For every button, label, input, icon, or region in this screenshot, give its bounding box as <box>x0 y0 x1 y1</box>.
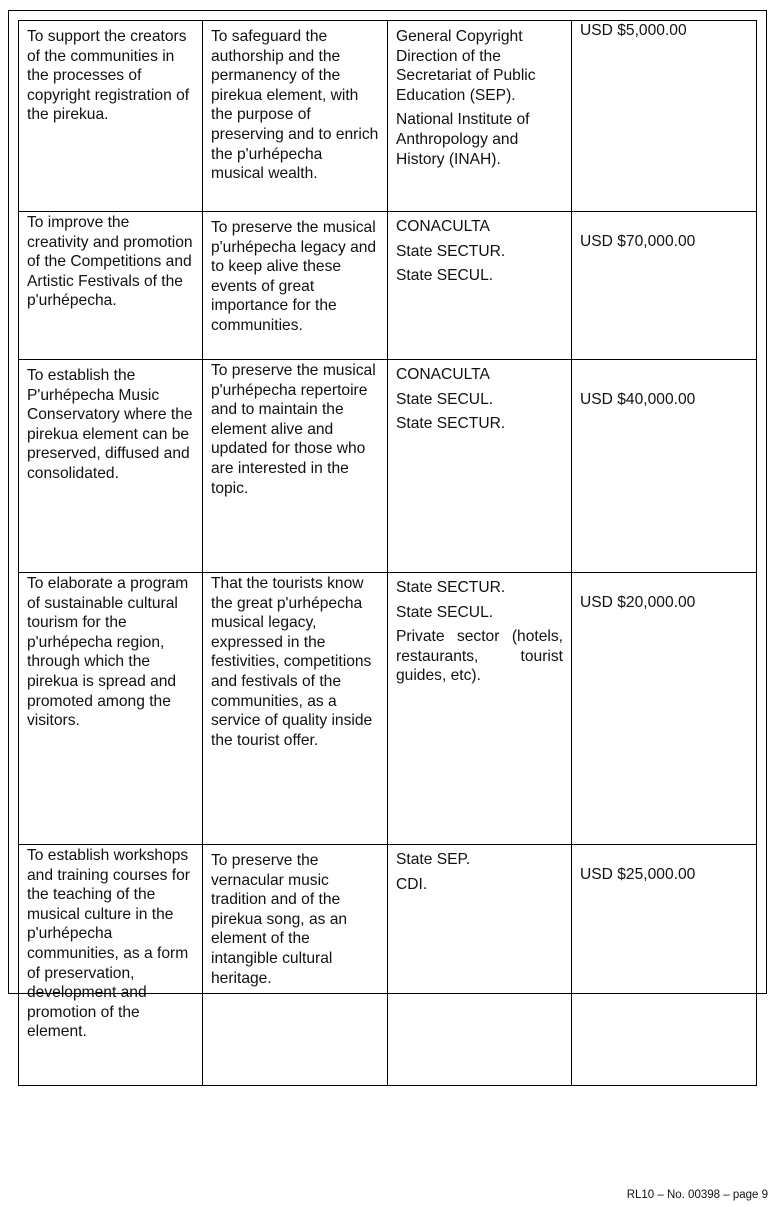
purpose-cell <box>203 845 388 1086</box>
institution-text: CDI. <box>396 875 428 893</box>
objective-cell <box>19 360 203 573</box>
objective-cell <box>19 212 203 360</box>
budget-cell <box>572 573 757 845</box>
purpose-cell <box>203 21 388 212</box>
budget-cell <box>572 360 757 573</box>
institution-text: General Copyright Direction of the Secretariat of Public Education (SEP). <box>396 28 536 104</box>
table-row <box>19 360 757 573</box>
institutions-cell <box>388 845 572 1086</box>
budget-cell <box>572 21 757 212</box>
institution-text: State SECTUR. <box>396 415 506 433</box>
budget-amount: USD $40,000.00 <box>580 391 696 408</box>
objective-text: To establish the P'urhépecha Music Conservatory where the pirekua element can be preserved, diffused and consolidated. <box>27 367 193 482</box>
safeguarding-measures-table <box>18 20 757 1086</box>
institution-text: State SECUL. <box>396 390 494 408</box>
institution-text: State SECUL. <box>396 267 494 285</box>
objective-cell <box>19 21 203 212</box>
purpose-text: To preserve the musical p'urhépecha legacy and to keep alive these events of great importance for the communities. <box>211 219 377 334</box>
budget-amount: USD $20,000.00 <box>580 594 696 611</box>
institution-text: State SEP. <box>396 851 471 868</box>
budget-cell <box>572 845 757 1086</box>
institutions-cell <box>388 360 572 573</box>
institutions-cell <box>388 21 572 212</box>
institution-text: CONACULTA <box>396 218 490 235</box>
objective-text: To improve the creativity and promotion of the Competitions and Artistic Festivals of the p'urhépecha. <box>27 214 193 310</box>
objective-cell <box>19 573 203 845</box>
purpose-cell <box>203 212 388 360</box>
page-footer: RL10 – No. 00398 – page 9 <box>626 1189 768 1201</box>
table-row <box>19 845 757 1086</box>
purpose-text: That the tourists know the great p'urhépecha musical legacy, expressed in the festivities, competitions and festivals of the communities, as a service of quality inside the tourist offer. <box>211 575 373 749</box>
objective-text: To support the creators of the communities in the processes of copyright registration of the pirekua. <box>27 28 190 124</box>
objective-cell <box>19 845 203 1086</box>
institutions-cell <box>388 212 572 360</box>
institution-text: CONACULTA <box>396 366 490 383</box>
budget-amount: USD $25,000.00 <box>580 866 696 883</box>
budget-cell <box>572 212 757 360</box>
institution-text: National Institute of Anthropology and History (INAH). <box>396 111 530 168</box>
institution-text: State SECTUR. <box>396 579 506 596</box>
objective-text: To elaborate a program of sustainable cultural tourism for the p'urhépecha region, through which the pirekua is spread and promoted among the visitors. <box>27 575 189 730</box>
budget-amount: USD $70,000.00 <box>580 233 696 250</box>
institution-text: State SECUL. <box>396 603 494 621</box>
institution-text: State SECTUR. <box>396 242 506 260</box>
purpose-cell <box>203 360 388 573</box>
purpose-text: To preserve the vernacular music tradition and of the pirekua song, as an element of the intangible cultural heritage. <box>211 852 348 987</box>
objective-text: To establish workshops and training courses for the teaching of the musical culture in the p'urhépecha communities, as a form of preservation, development and promotion of the element. <box>27 847 190 1041</box>
institutions-cell <box>388 573 572 845</box>
purpose-text: To preserve the musical p'urhépecha repertoire and to maintain the element alive and updated for those who are interested in the topic. <box>211 362 376 497</box>
purpose-cell <box>203 573 388 845</box>
table-row <box>19 21 757 212</box>
institution-text: Private sector (hotels, restaurants, tourist guides, etc). <box>396 628 563 685</box>
budget-amount: USD $5,000.00 <box>580 22 687 39</box>
table-row <box>19 212 757 360</box>
purpose-text: To safeguard the authorship and the permanency of the pirekua element, with the purpose of preserving and to enrich the p'urhépecha musical wealth. <box>211 28 379 183</box>
table-row <box>19 573 757 845</box>
